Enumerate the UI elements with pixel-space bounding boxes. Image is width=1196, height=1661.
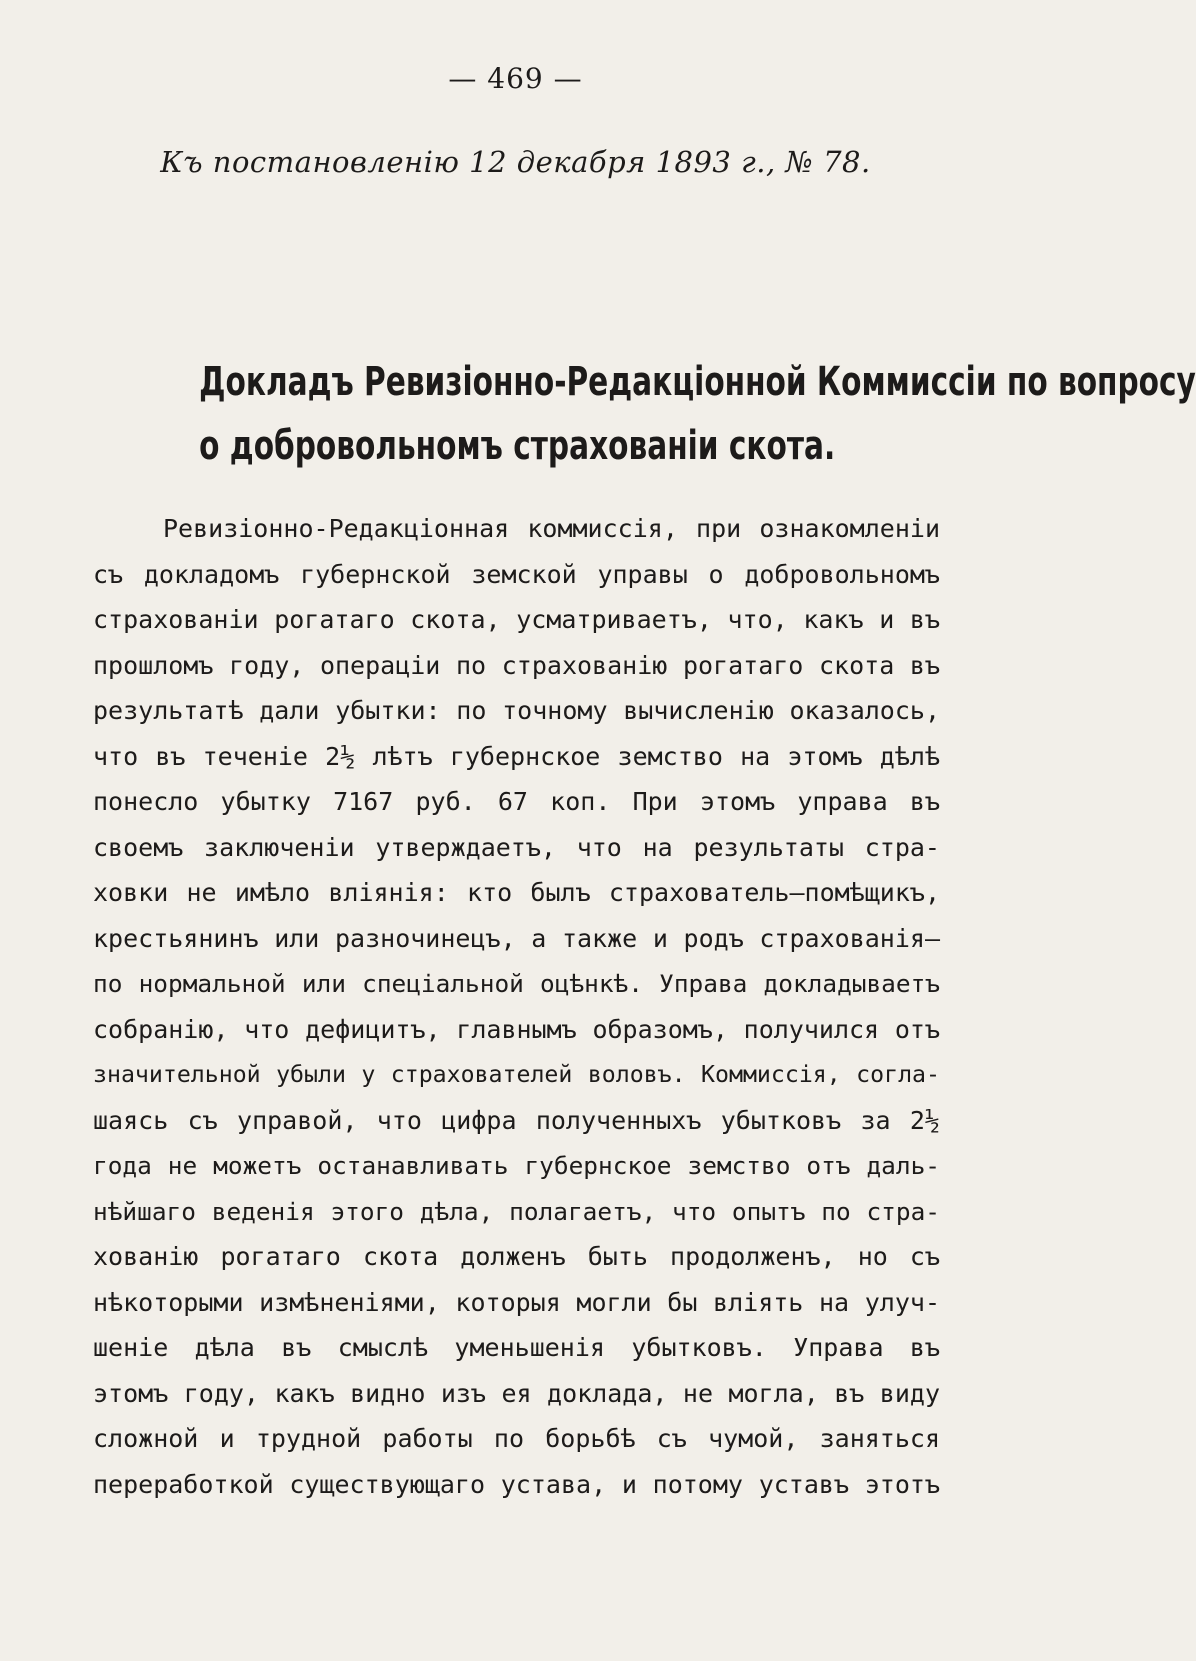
title-line: о добровольномъ страхованіи скота. xyxy=(199,423,836,469)
body-line: этомъ году, какъ видно изъ ея доклада, не могла, въ виду xyxy=(93,1378,940,1408)
resolution-reference: Къ постановленію 12 декабря 1893 г., № 78. xyxy=(160,145,871,179)
body-line: своемъ заключеніи утверждаетъ, что на результаты стра- xyxy=(93,832,940,862)
report-title xyxy=(199,350,1196,478)
body-line: собранію, что дефицитъ, главнымъ образомъ, получился отъ xyxy=(93,1014,940,1044)
body-line: страхованіи рогатаго скота, усматриваетъ, что, какъ и въ xyxy=(93,605,940,634)
page-number: — 469 — xyxy=(448,62,583,95)
title-line: Докладъ Ревизіонно-Редакціонной Коммиссіи по вопросу xyxy=(199,359,1196,405)
body-line: прошломъ году, операціи по страхованію рогатаго скота въ xyxy=(93,650,940,680)
body-line: года не можетъ останавливать губернское земство отъ даль- xyxy=(93,1151,940,1180)
body-line: сложной и трудной работы по борьбѣ съ чумой, заняться xyxy=(93,1424,940,1453)
body-line: что въ теченіе 2½ лѣтъ губернское земство на этомъ дѣлѣ xyxy=(93,741,940,771)
body-line: понесло убытку 7167 руб. 67 коп. При этомъ управа въ xyxy=(93,787,940,816)
report-body xyxy=(93,506,940,1507)
body-line: значительной убыли у страхователей воловъ. Коммиссія, согла- xyxy=(93,1061,940,1088)
body-line: ховки не имѣло вліянія: кто былъ страхователь—помѣщикъ, xyxy=(93,878,940,907)
body-line: нѣкоторыми измѣненіями, которыя могли бы вліять на улуч- xyxy=(93,1287,940,1317)
body-line: съ докладомъ губернской земской управы о добровольномъ xyxy=(93,559,940,589)
body-line: переработкой существующаго устава, и потому уставъ этотъ xyxy=(93,1469,940,1499)
body-line: шаясь съ управой, что цифра полученныхъ убытковъ за 2½ xyxy=(93,1105,940,1135)
body-line: по нормальной или спеціальной оцѣнкѣ. Управа докладываетъ xyxy=(93,969,940,998)
body-line: шеніе дѣла въ смыслѣ уменьшенія убытковъ. Управа въ xyxy=(93,1333,940,1362)
body-line: нѣйшаго веденія этого дѣла, полагаетъ, что опытъ по стра- xyxy=(93,1196,940,1226)
body-line: крестьянинъ или разночинецъ, а также и родъ страхованія— xyxy=(93,923,940,953)
body-line: результатѣ дали убытки: по точному вычисленію оказалось, xyxy=(93,696,940,725)
body-line: Ревизіонно-Редакціонная коммиссія, при ознакомленіи xyxy=(163,514,940,543)
body-line: хованію рогатаго скота долженъ быть продолженъ, но съ xyxy=(93,1242,940,1271)
